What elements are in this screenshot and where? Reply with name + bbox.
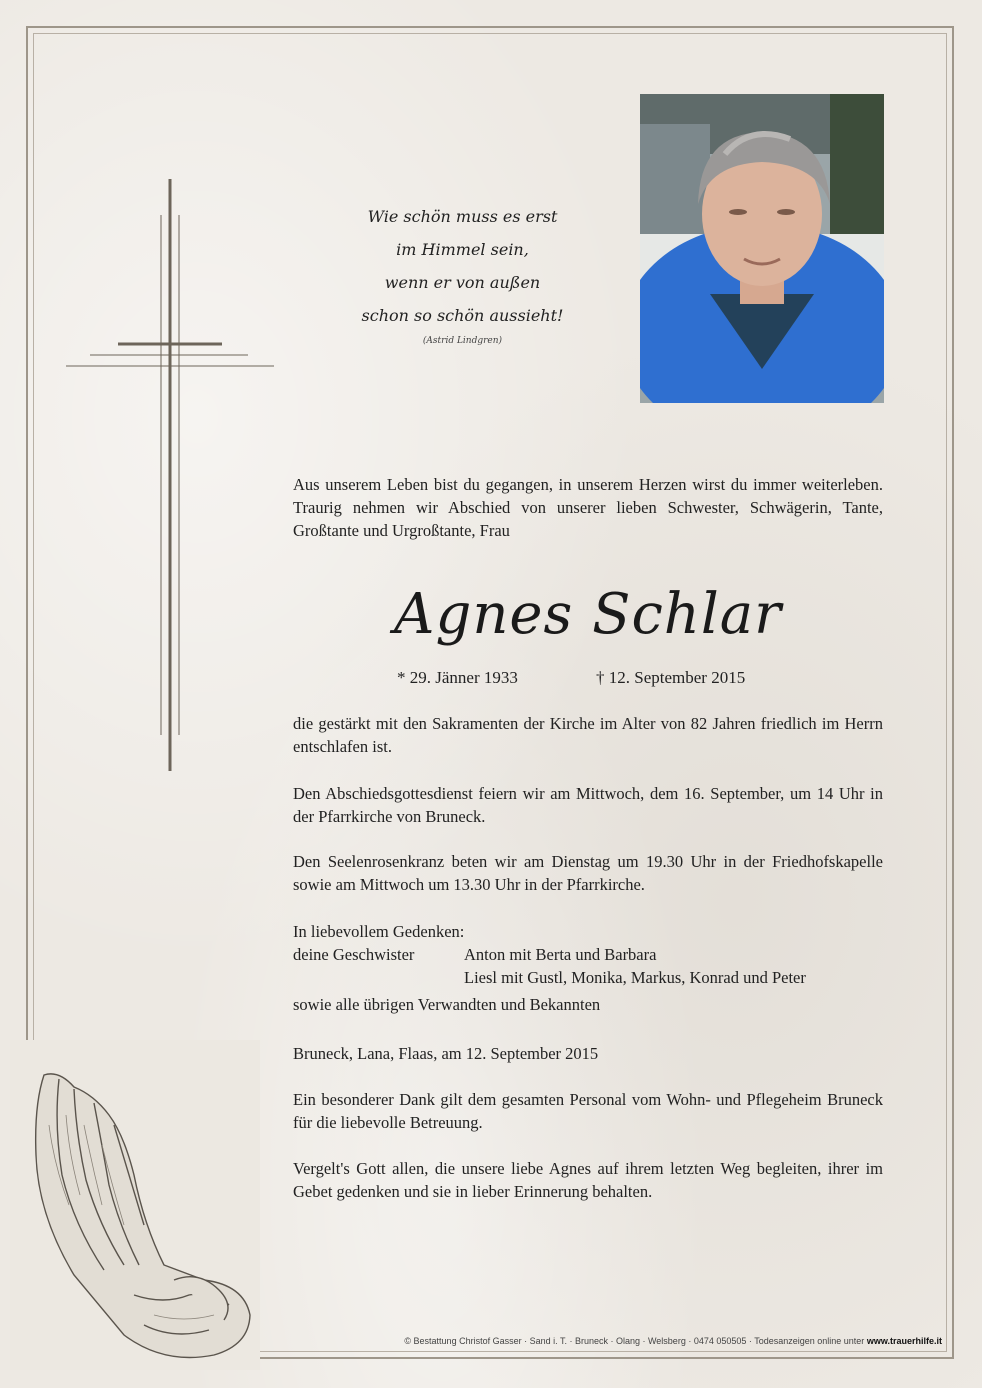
- mourners-relation: deine Geschwister: [293, 945, 415, 964]
- mourners-line: Anton mit Berta und Barbara: [464, 945, 657, 964]
- quote-line: schon so schön aussieht!: [361, 306, 564, 325]
- place-date: [293, 1042, 883, 1065]
- mourners-row: [293, 943, 883, 989]
- place-date-text: Bruneck, Lana, Flaas, am 12. September 2015: [293, 1044, 599, 1063]
- birth-date: * 29. Jänner 1933: [397, 668, 518, 687]
- funeral-block: [293, 782, 883, 828]
- closing-paragraph: Vergelt's Gott allen, die unsere liebe Agnes auf ihrem letzten Weg begleiten, ihrer im Gebet gedenken und sie in lieber Erinnerung behalten.: [293, 1159, 883, 1201]
- mourners-line: Liesl mit Gustl, Monika, Markus, Konrad und Peter: [464, 968, 806, 987]
- rosary-paragraph: Den Seelenrosenkranz beten wir am Dienstag um 19.30 Uhr in der Friedhofskapelle sowie am Mittwoch um 13.30 Uhr in der Pfarrkirche.: [293, 852, 883, 894]
- praying-hands-icon: [14, 1065, 254, 1370]
- mourners-names: [464, 943, 806, 989]
- funeral-paragraph: Den Abschiedsgottesdienst feiern wir am Mittwoch, dem 16. September, um 14 Uhr in der Pfarrkirche von Bruneck.: [293, 784, 883, 826]
- intro-text: [293, 473, 883, 542]
- rosary-block: [293, 850, 883, 896]
- quote-line: im Himmel sein,: [396, 240, 529, 259]
- footer-link[interactable]: www.trauerhilfe.it: [866, 1336, 942, 1346]
- passage-block: [293, 712, 883, 758]
- mourners-heading: In liebevollem Gedenken:: [293, 922, 465, 941]
- closing-block: [293, 1157, 883, 1203]
- thanks-paragraph: Ein besonderer Dank gilt dem gesamten Personal vom Wohn- und Pflegeheim Bruneck für die liebevolle Betreuung.: [293, 1090, 883, 1132]
- portrait-photo: [640, 94, 884, 403]
- deceased-name: Agnes Schlar: [394, 582, 782, 647]
- quote: [330, 200, 595, 348]
- intro-paragraph: Aus unserem Leben bist du gegangen, in unserem Herzen wirst du immer weiterleben. Traurig nehmen wir Abschied von unserer lieben Schwester, Schwägerin, Tante, Großtante und Urgroßtante, Frau: [293, 475, 883, 540]
- footer-text: © Bestattung Christof Gasser · Sand i. T. · Bruneck · Olang · Welsberg · 0474 050505 · Todesanzeigen online unter: [404, 1336, 865, 1346]
- quote-author: (Astrid Lindgren): [422, 336, 503, 346]
- mourners-block: [293, 920, 883, 1016]
- passage-paragraph: die gestärkt mit den Sakramenten der Kirche im Alter von 82 Jahren friedlich im Herrn entschlafen ist.: [293, 714, 883, 756]
- quote-line: Wie schön muss es erst: [367, 207, 558, 226]
- footer: [270, 1336, 942, 1346]
- thanks-block: [293, 1088, 883, 1134]
- mourners-others: sowie alle übrigen Verwandten und Bekannten: [293, 995, 601, 1014]
- cross-icon: [60, 175, 280, 775]
- death-date: † 12. September 2015: [596, 668, 746, 687]
- quote-line: wenn er von außen: [384, 273, 541, 292]
